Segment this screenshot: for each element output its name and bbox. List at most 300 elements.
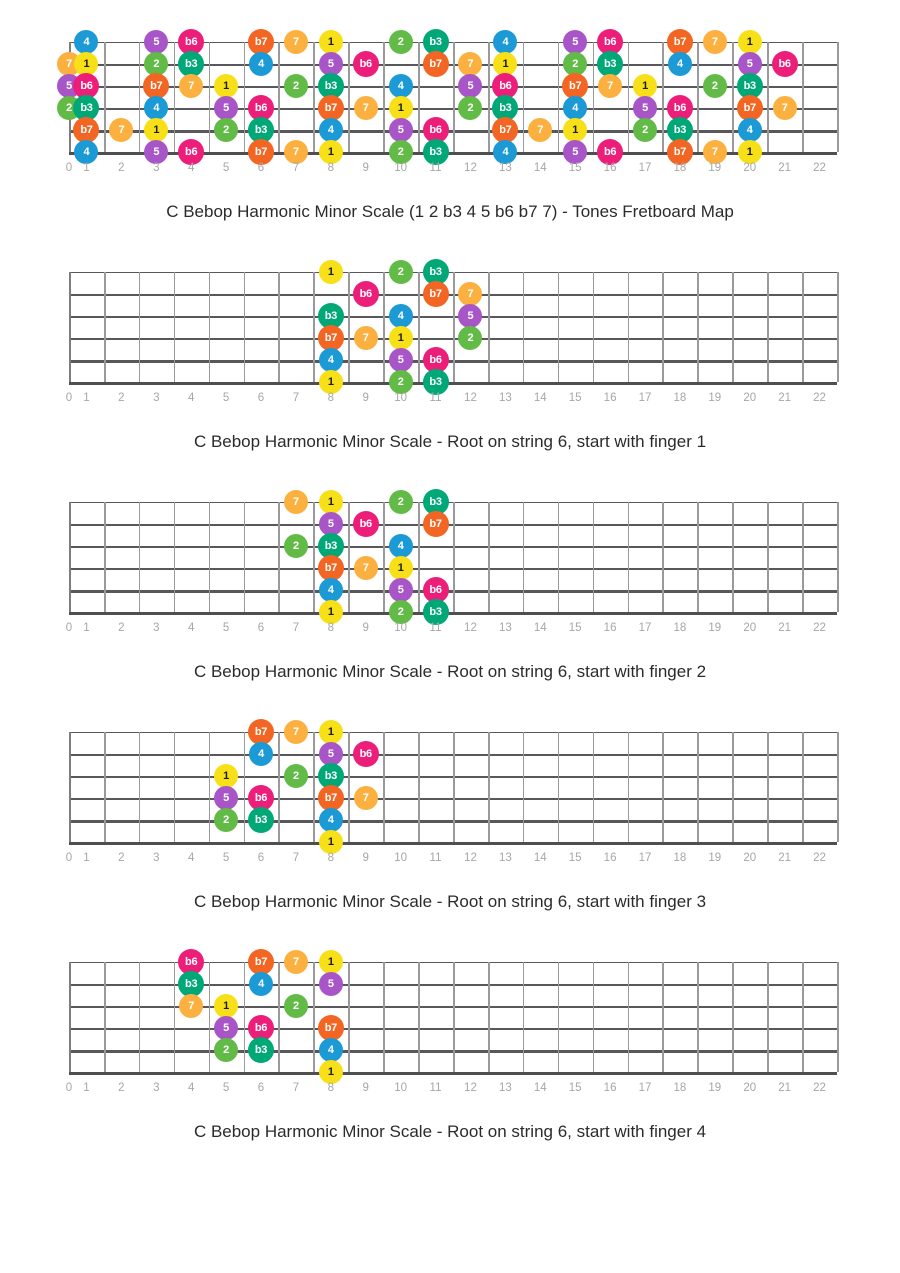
fret-line-10: [418, 502, 420, 612]
fret-line-19: [732, 732, 734, 842]
note-dot[interactable]: 4: [249, 972, 273, 996]
fret-number-row: [65, 620, 837, 636]
note-dot[interactable]: b6: [423, 117, 449, 143]
note-dot[interactable]: 4: [249, 742, 273, 766]
note-dot[interactable]: b7: [248, 139, 274, 165]
note-dot[interactable]: 1: [738, 140, 762, 164]
note-dot[interactable]: 2: [389, 140, 413, 164]
fret-line-17: [662, 502, 664, 612]
fret-number-0: 0: [65, 392, 73, 404]
note-dot[interactable]: 5: [144, 140, 168, 164]
fret-number-16: 16: [603, 1082, 617, 1094]
fret-line-13: [523, 962, 525, 1072]
fret-number-17: 17: [638, 1082, 652, 1094]
note-dot[interactable]: b7: [667, 139, 693, 165]
fret-number-1: 1: [83, 392, 90, 404]
note-dot[interactable]: 4: [738, 118, 762, 142]
note-dot[interactable]: 5: [319, 512, 343, 536]
note-dot[interactable]: 7: [284, 490, 308, 514]
note-dot[interactable]: 7: [354, 326, 378, 350]
note-dot[interactable]: b3: [318, 303, 344, 329]
note-dot[interactable]: b6: [178, 139, 204, 165]
fret-number-11: 11: [429, 392, 442, 404]
fret-line-6: [278, 42, 280, 152]
fret-line-22: [837, 502, 839, 612]
fret-line-11: [453, 272, 455, 382]
fret-number-5: 5: [222, 852, 230, 864]
fret-number-13: 13: [498, 162, 512, 174]
note-dot[interactable]: 5: [458, 74, 482, 98]
note-dot[interactable]: 7: [354, 556, 378, 580]
note-dot[interactable]: 5: [319, 972, 343, 996]
fret-number-7: 7: [292, 162, 300, 174]
fret-number-12: 12: [464, 852, 477, 864]
note-dot[interactable]: 4: [249, 52, 273, 76]
fret-number-15: 15: [568, 162, 582, 174]
note-dot[interactable]: b6: [353, 511, 379, 537]
nut: [69, 272, 71, 382]
note-dot[interactable]: b7: [318, 325, 344, 351]
note-dot[interactable]: b7: [737, 95, 763, 121]
note-dot[interactable]: 5: [319, 742, 343, 766]
fret-number-0: 0: [65, 1082, 73, 1094]
fret-line-11: [453, 502, 455, 612]
fret-line-10: [418, 962, 420, 1072]
note-dot[interactable]: b7: [248, 719, 274, 745]
fret-number-17: 17: [638, 162, 652, 174]
note-dot[interactable]: b6: [772, 51, 798, 77]
note-dot[interactable]: 7: [703, 30, 727, 54]
note-dot[interactable]: b6: [178, 949, 204, 975]
fret-line-12: [488, 962, 490, 1072]
fret-line-15: [593, 732, 595, 842]
note-dot[interactable]: 2: [458, 96, 482, 120]
note-dot[interactable]: 5: [389, 578, 413, 602]
note-dot[interactable]: b3: [318, 763, 344, 789]
note-dot[interactable]: b3: [248, 807, 274, 833]
fret-line-20: [767, 502, 769, 612]
fret-number-7: 7: [292, 392, 300, 404]
note-dot[interactable]: 4: [74, 30, 98, 54]
fret-line-14: [558, 272, 560, 382]
fret-line-3: [174, 502, 176, 612]
fret-line-16: [628, 962, 630, 1072]
note-dot[interactable]: 2: [703, 74, 727, 98]
fret-number-7: 7: [292, 622, 300, 634]
note-dot[interactable]: b7: [492, 117, 518, 143]
fret-number-2: 2: [118, 622, 125, 634]
fret-line-7: [313, 962, 315, 1072]
note-dot[interactable]: b6: [248, 1015, 274, 1041]
fret-number-9: 9: [362, 1082, 369, 1094]
fret-number-15: 15: [568, 622, 582, 634]
note-dot[interactable]: 2: [458, 326, 482, 350]
note-dot[interactable]: b3: [178, 971, 204, 997]
note-dot[interactable]: 1: [633, 74, 657, 98]
note-dot[interactable]: 2: [389, 370, 413, 394]
note-dot[interactable]: 5: [389, 118, 413, 142]
note-dot[interactable]: 1: [319, 600, 343, 624]
fret-number-22: 22: [813, 852, 826, 864]
fret-number-21: 21: [778, 1082, 792, 1094]
fret-line-19: [732, 272, 734, 382]
fret-line-17: [662, 42, 664, 152]
note-dot[interactable]: 7: [179, 74, 203, 98]
note-dot[interactable]: 5: [633, 96, 657, 120]
note-dot[interactable]: b6: [423, 577, 449, 603]
guitar-string-6: [69, 382, 837, 385]
note-dot[interactable]: b6: [73, 73, 99, 99]
fret-number-8: 8: [327, 162, 335, 174]
fret-number-21: 21: [778, 852, 792, 864]
fret-number-18: 18: [673, 852, 687, 864]
note-dot[interactable]: b3: [423, 139, 449, 165]
fret-line-4: [209, 732, 211, 842]
note-dot[interactable]: 4: [319, 808, 343, 832]
note-dot[interactable]: 7: [598, 74, 622, 98]
note-dot[interactable]: b7: [318, 1015, 344, 1041]
fretboard-grid: [69, 502, 837, 612]
note-dot[interactable]: 7: [57, 52, 81, 76]
note-dot[interactable]: 4: [319, 578, 343, 602]
fret-number-18: 18: [673, 622, 687, 634]
fret-line-6: [278, 732, 280, 842]
note-dot[interactable]: b7: [562, 73, 588, 99]
note-dot[interactable]: 1: [74, 52, 98, 76]
fret-number-16: 16: [603, 162, 617, 174]
fret-number-18: 18: [673, 1082, 687, 1094]
fret-number-17: 17: [638, 392, 652, 404]
fret-line-9: [383, 42, 385, 152]
fret-number-0: 0: [65, 622, 73, 634]
note-dot[interactable]: 7: [528, 118, 552, 142]
note-dot[interactable]: 4: [493, 140, 517, 164]
fret-line-12: [488, 502, 490, 612]
fret-number-row: [65, 390, 837, 406]
fret-number-14: 14: [533, 1082, 547, 1094]
fretboard-grid: [69, 732, 837, 842]
note-dot[interactable]: b3: [73, 95, 99, 121]
fret-line-8: [348, 962, 350, 1072]
fret-number-13: 13: [498, 622, 512, 634]
fret-number-14: 14: [533, 622, 547, 634]
note-dot[interactable]: 4: [74, 140, 98, 164]
note-dot[interactable]: 1: [144, 118, 168, 142]
note-dot[interactable]: b7: [248, 29, 274, 55]
note-dot[interactable]: b6: [597, 139, 623, 165]
fret-line-8: [348, 732, 350, 842]
note-dot[interactable]: 1: [319, 1060, 343, 1084]
fret-line-15: [593, 962, 595, 1072]
fret-line-6: [278, 962, 280, 1072]
fret-number-13: 13: [498, 1082, 512, 1094]
fret-number-11: 11: [429, 622, 442, 634]
guitar-string-6: [69, 612, 837, 615]
fret-line-21: [802, 732, 804, 842]
note-dot[interactable]: 2: [214, 808, 238, 832]
note-dot[interactable]: b6: [353, 741, 379, 767]
fret-number-21: 21: [778, 392, 792, 404]
fret-number-6: 6: [257, 162, 265, 174]
note-dot[interactable]: 5: [144, 30, 168, 54]
note-dot[interactable]: 1: [319, 720, 343, 744]
fret-number-7: 7: [292, 1082, 300, 1094]
fret-line-22: [837, 732, 839, 842]
note-dot[interactable]: b6: [667, 95, 693, 121]
note-dot[interactable]: 1: [214, 994, 238, 1018]
note-dot[interactable]: b6: [178, 29, 204, 55]
note-dot[interactable]: 2: [284, 534, 308, 558]
note-dot[interactable]: b7: [423, 51, 449, 77]
note-dot[interactable]: 1: [389, 326, 413, 350]
fret-number-9: 9: [362, 162, 369, 174]
note-dot[interactable]: b3: [423, 599, 449, 625]
note-dot[interactable]: 2: [284, 74, 308, 98]
fret-number-9: 9: [362, 852, 369, 864]
note-dot[interactable]: 7: [284, 950, 308, 974]
note-dot[interactable]: 2: [389, 600, 413, 624]
note-dot[interactable]: 1: [319, 490, 343, 514]
note-dot[interactable]: 1: [319, 950, 343, 974]
fret-line-9: [383, 732, 385, 842]
fret-number-3: 3: [153, 392, 160, 404]
note-dot[interactable]: b7: [667, 29, 693, 55]
note-dot[interactable]: b3: [737, 73, 763, 99]
fret-number-10: 10: [394, 162, 408, 174]
note-dot[interactable]: 7: [179, 994, 203, 1018]
note-dot[interactable]: b6: [597, 29, 623, 55]
fret-line-14: [558, 502, 560, 612]
fret-line-1: [104, 732, 106, 842]
note-dot[interactable]: 4: [493, 30, 517, 54]
fret-line-11: [453, 42, 455, 152]
note-dot[interactable]: b7: [248, 949, 274, 975]
note-dot[interactable]: 2: [633, 118, 657, 142]
note-dot[interactable]: 7: [703, 140, 727, 164]
note-dot[interactable]: b7: [73, 117, 99, 143]
board-caption: C Bebop Harmonic Minor Scale (1 2 b3 4 5 b6 b7 7) - Tones Fretboard Map: [166, 202, 734, 221]
fret-line-13: [523, 732, 525, 842]
note-dot[interactable]: 4: [563, 96, 587, 120]
fret-number-6: 6: [257, 622, 265, 634]
fret-number-5: 5: [222, 392, 230, 404]
note-dot[interactable]: b6: [492, 73, 518, 99]
note-dot[interactable]: 2: [389, 490, 413, 514]
note-dot[interactable]: 5: [563, 140, 587, 164]
fret-number-2: 2: [118, 392, 125, 404]
note-dot[interactable]: 2: [284, 994, 308, 1018]
fret-line-2: [139, 272, 141, 382]
note-dot[interactable]: 1: [319, 370, 343, 394]
note-dot[interactable]: 1: [214, 74, 238, 98]
fret-line-16: [628, 272, 630, 382]
fret-number-22: 22: [813, 622, 826, 634]
fret-line-5: [244, 502, 246, 612]
note-dot[interactable]: 1: [319, 260, 343, 284]
note-dot[interactable]: b3: [423, 259, 449, 285]
note-dot[interactable]: 7: [773, 96, 797, 120]
note-dot[interactable]: 1: [493, 52, 517, 76]
fret-line-5: [244, 42, 246, 152]
note-dot[interactable]: b6: [248, 95, 274, 121]
note-dot[interactable]: 2: [214, 118, 238, 142]
fret-number-7: 7: [292, 852, 300, 864]
fret-number-12: 12: [464, 1082, 477, 1094]
fret-number-8: 8: [327, 622, 335, 634]
fret-number-9: 9: [362, 392, 369, 404]
note-dot[interactable]: 7: [354, 786, 378, 810]
fret-number-4: 4: [187, 622, 195, 634]
note-dot[interactable]: 4: [319, 348, 343, 372]
fret-line-4: [209, 502, 211, 612]
note-dot[interactable]: 1: [319, 30, 343, 54]
fret-line-18: [697, 272, 699, 382]
note-dot[interactable]: b7: [318, 555, 344, 581]
fret-number-5: 5: [222, 1082, 230, 1094]
fret-number-0: 0: [65, 852, 73, 864]
fret-number-10: 10: [394, 622, 408, 634]
note-dot[interactable]: 2: [284, 764, 308, 788]
note-dot[interactable]: b3: [667, 117, 693, 143]
fret-line-7: [313, 732, 315, 842]
note-dot[interactable]: 1: [319, 830, 343, 854]
note-dot[interactable]: 5: [214, 96, 238, 120]
note-dot[interactable]: b6: [353, 51, 379, 77]
note-dot[interactable]: b3: [248, 117, 274, 143]
note-dot[interactable]: b7: [318, 785, 344, 811]
fret-line-1: [104, 42, 106, 152]
fret-line-8: [348, 272, 350, 382]
note-dot[interactable]: 4: [319, 1038, 343, 1062]
fret-line-18: [697, 732, 699, 842]
fret-number-11: 11: [429, 1082, 442, 1094]
fret-line-22: [837, 272, 839, 382]
note-dot[interactable]: 7: [354, 96, 378, 120]
note-dot[interactable]: 4: [319, 118, 343, 142]
note-dot[interactable]: 2: [389, 30, 413, 54]
note-dot[interactable]: b3: [492, 95, 518, 121]
note-dot[interactable]: 2: [563, 52, 587, 76]
note-dot[interactable]: b6: [423, 347, 449, 373]
note-dot[interactable]: 5: [319, 52, 343, 76]
fret-line-3: [174, 42, 176, 152]
note-dot[interactable]: 2: [214, 1038, 238, 1062]
fret-line-11: [453, 962, 455, 1072]
note-dot[interactable]: b7: [143, 73, 169, 99]
fret-line-15: [593, 42, 595, 152]
note-dot[interactable]: 7: [284, 30, 308, 54]
note-dot[interactable]: b3: [423, 489, 449, 515]
note-dot[interactable]: 1: [738, 30, 762, 54]
fret-number-20: 20: [743, 1082, 757, 1094]
note-dot[interactable]: 5: [214, 1016, 238, 1040]
note-dot[interactable]: 7: [284, 720, 308, 744]
fret-number-16: 16: [603, 392, 617, 404]
note-dot[interactable]: 7: [109, 118, 133, 142]
note-dot[interactable]: 2: [389, 260, 413, 284]
nut: [69, 962, 71, 1072]
note-dot[interactable]: b3: [423, 369, 449, 395]
fret-line-8: [348, 502, 350, 612]
fret-line-17: [662, 962, 664, 1072]
fret-number-18: 18: [673, 392, 687, 404]
fret-line-20: [767, 962, 769, 1072]
fret-number-15: 15: [568, 852, 582, 864]
note-dot[interactable]: b3: [248, 1037, 274, 1063]
note-dot[interactable]: 4: [389, 534, 413, 558]
fret-number-20: 20: [743, 622, 757, 634]
fret-line-14: [558, 962, 560, 1072]
fret-number-13: 13: [498, 392, 512, 404]
fret-number-6: 6: [257, 392, 265, 404]
fret-line-15: [593, 272, 595, 382]
note-dot[interactable]: 1: [214, 764, 238, 788]
fret-line-7: [313, 42, 315, 152]
note-dot[interactable]: 2: [144, 52, 168, 76]
note-dot[interactable]: 7: [284, 140, 308, 164]
note-dot[interactable]: b3: [597, 51, 623, 77]
note-dot[interactable]: 1: [389, 556, 413, 580]
fret-line-1: [104, 502, 106, 612]
note-dot[interactable]: b3: [423, 29, 449, 55]
note-dot[interactable]: 2: [57, 96, 81, 120]
note-dot[interactable]: 5: [738, 52, 762, 76]
fret-number-22: 22: [813, 392, 826, 404]
note-dot[interactable]: b7: [423, 281, 449, 307]
note-dot[interactable]: 4: [389, 74, 413, 98]
fret-number-row: [65, 850, 837, 866]
note-dot[interactable]: 7: [458, 282, 482, 306]
note-dot[interactable]: b7: [318, 95, 344, 121]
fret-number-21: 21: [778, 162, 792, 174]
fret-line-18: [697, 502, 699, 612]
note-dot[interactable]: 5: [458, 304, 482, 328]
note-dot[interactable]: 4: [144, 96, 168, 120]
note-dot[interactable]: 7: [458, 52, 482, 76]
fret-number-21: 21: [778, 622, 792, 634]
note-dot[interactable]: b6: [248, 785, 274, 811]
note-dot[interactable]: b3: [318, 73, 344, 99]
fret-number-5: 5: [222, 622, 230, 634]
fret-number-14: 14: [533, 852, 547, 864]
fret-line-20: [767, 272, 769, 382]
nut: [69, 732, 71, 842]
note-dot[interactable]: 1: [563, 118, 587, 142]
fret-number-17: 17: [638, 622, 652, 634]
fret-line-21: [802, 272, 804, 382]
note-dot[interactable]: 4: [668, 52, 692, 76]
note-dot[interactable]: 1: [319, 140, 343, 164]
note-dot[interactable]: 5: [563, 30, 587, 54]
note-dot[interactable]: 1: [389, 96, 413, 120]
note-dot[interactable]: 5: [389, 348, 413, 372]
note-dot[interactable]: b7: [423, 511, 449, 537]
fret-line-22: [837, 962, 839, 1072]
note-dot[interactable]: 5: [214, 786, 238, 810]
fret-number-8: 8: [327, 1082, 335, 1094]
note-dot[interactable]: b3: [318, 533, 344, 559]
fret-line-5: [244, 732, 246, 842]
note-dot[interactable]: b6: [353, 281, 379, 307]
note-dot[interactable]: 4: [389, 304, 413, 328]
fret-line-2: [139, 732, 141, 842]
fret-line-2: [139, 962, 141, 1072]
note-dot[interactable]: 5: [57, 74, 81, 98]
fret-line-6: [278, 502, 280, 612]
fret-number-8: 8: [327, 852, 335, 864]
fret-number-20: 20: [743, 162, 757, 174]
note-dot[interactable]: b3: [178, 51, 204, 77]
